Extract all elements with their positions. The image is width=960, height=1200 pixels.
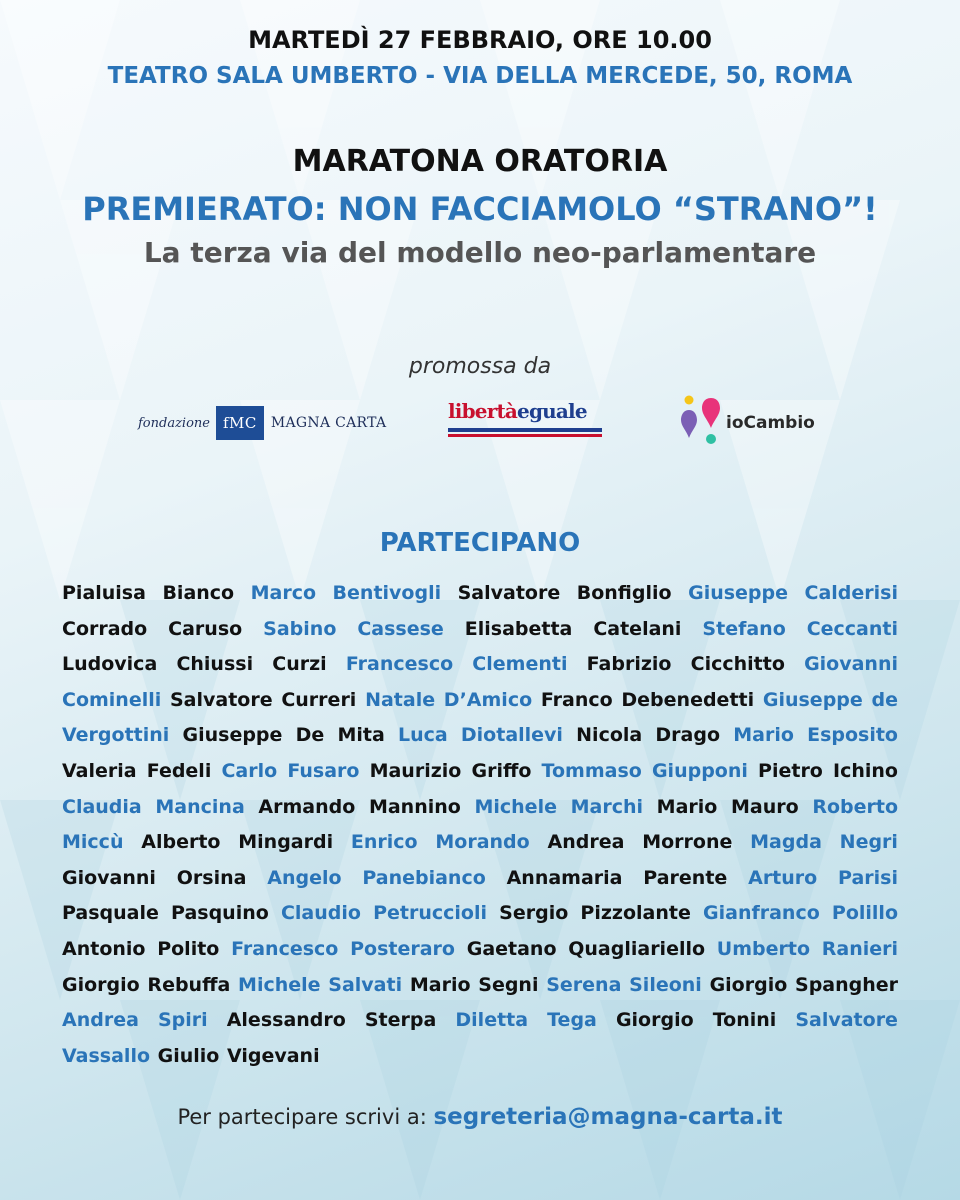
- fondazione-magna-carta-logo: [138, 404, 386, 442]
- participant-name: Antonio Polito: [62, 937, 220, 960]
- participant-name: Gaetano Quagliariello: [466, 937, 706, 960]
- participant-name: Gianfranco Polillo: [703, 902, 898, 925]
- event-title: MARATONA ORATORIA: [292, 144, 668, 179]
- participant-name: Valeria Fedeli: [62, 759, 212, 782]
- participant-name: Fabrizio Cicchitto: [586, 653, 785, 676]
- contact-email-link[interactable]: segreteria@magna-carta.it: [433, 1104, 783, 1130]
- participant-name: Alberto Mingardi: [141, 831, 334, 854]
- participant-name: Tommaso Giupponi: [541, 759, 748, 782]
- participant-name: Arturo Parisi: [748, 866, 898, 889]
- participant-name: Giulio Vigevani: [157, 1044, 320, 1067]
- participant-name: Francesco Clementi: [345, 653, 568, 676]
- participant-name: Giorgio Rebuffa: [62, 973, 231, 996]
- participant-name: Diletta Tega: [455, 1009, 597, 1032]
- participant-name: Giuseppe de Vergottini: [62, 688, 898, 747]
- participant-name: Ludovica Chiussi Curzi: [62, 653, 327, 676]
- participant-name: Mario Segni: [409, 973, 539, 996]
- participant-name: Giuseppe Calderisi: [688, 582, 898, 604]
- libertaeguale-wordmark: libertàeguale: [448, 399, 587, 423]
- iocambio-logo: [680, 393, 815, 453]
- participant-name: Elisabetta Catelani: [464, 617, 682, 640]
- fmc-prefix: fondazione: [138, 415, 210, 431]
- participant-name: Roberto Miccù: [62, 795, 899, 854]
- participant-name: Natale D’Amico: [365, 688, 533, 711]
- participant-name: Giorgio Tonini: [615, 1009, 777, 1032]
- participant-name: Claudio Petruccioli: [280, 902, 487, 925]
- participant-name: Alessandro Sterpa: [226, 1009, 437, 1032]
- fmc-name: MAGNA CARTA: [270, 415, 387, 431]
- participant-name: Pietro Ichino: [758, 759, 898, 782]
- participant-name: Giorgio Spangher: [709, 973, 899, 996]
- participant-name: Enrico Morando: [350, 831, 530, 854]
- participant-name: Giovanni Cominelli: [62, 653, 898, 711]
- participant-name: Salvatore Bonfiglio: [457, 582, 672, 604]
- contact-label: Per partecipare scrivi a:: [177, 1105, 427, 1129]
- participant-name: Franco Debenedetti: [540, 688, 755, 711]
- event-subtitle: PREMIERATO: NON FACCIAMOLO “STRANO”!: [82, 190, 878, 228]
- participant-name: Stefano Ceccanti: [702, 617, 898, 640]
- participant-name: Serena Sileoni: [546, 973, 702, 996]
- contact-line: [0, 1104, 960, 1130]
- participant-name: Pasquale Pasquino: [62, 902, 269, 925]
- participant-name: Marco Bentivogli: [250, 582, 442, 604]
- participant-name: Andrea Spiri: [62, 1009, 208, 1032]
- participant-name: Corrado Caruso: [62, 617, 243, 640]
- participant-name: Annamaria Parente: [506, 866, 728, 889]
- participant-name: Umberto Ranieri: [716, 937, 899, 960]
- participant-name: Pialuisa Bianco: [62, 582, 235, 604]
- participant-name: Nicola Drago: [576, 724, 721, 747]
- participant-name: Salvatore Vassallo: [62, 1009, 898, 1067]
- participant-name: Luca Diotallevi: [397, 724, 563, 747]
- iocambio-mark-icon: [680, 394, 720, 452]
- participant-name: Mario Mauro: [656, 795, 799, 818]
- promoted-by-label: promossa da: [408, 354, 552, 379]
- participant-name: Michele Marchi: [474, 795, 644, 818]
- participant-name: Maurizio Griffo: [369, 759, 532, 782]
- participant-name: Magda Negri: [750, 831, 898, 854]
- participant-name: Sabino Cassese: [263, 617, 444, 640]
- event-date: MARTEDÌ 27 FEBBRAIO, ORE 10.00: [248, 26, 712, 54]
- libertaeguale-logo: [448, 398, 602, 444]
- iocambio-name: ioCambio: [726, 413, 815, 433]
- event-venue: TEATRO SALA UMBERTO - VIA DELLA MERCEDE, 50, ROMA: [107, 63, 853, 89]
- participant-name: Armando Mannino: [258, 795, 461, 818]
- participant-name: Michele Salvati: [238, 973, 403, 996]
- participant-name: Salvatore Curreri: [170, 688, 357, 711]
- event-tagline: La terza via del modello neo-parlamentare: [143, 236, 817, 269]
- participant-name: Mario Esposito: [733, 724, 898, 747]
- participant-name: Francesco Posteraro: [231, 937, 455, 960]
- participant-name: Andrea Morrone: [547, 831, 733, 854]
- participant-name: Sergio Pizzolante: [499, 902, 691, 925]
- libertaeguale-red-bar: [448, 434, 602, 437]
- participant-name: Carlo Fusaro: [221, 759, 360, 782]
- participant-name: Claudia Mancina: [62, 795, 245, 818]
- participants-heading: PARTECIPANO: [379, 528, 581, 558]
- libertaeguale-blue-bar: [448, 428, 602, 432]
- fmc-badge: fMC: [216, 406, 264, 440]
- participants-list: [62, 576, 898, 1074]
- participant-name: Giovanni Orsina: [62, 866, 247, 889]
- participant-name: Giuseppe De Mita: [182, 724, 385, 747]
- participant-name: Angelo Panebianco: [267, 866, 486, 889]
